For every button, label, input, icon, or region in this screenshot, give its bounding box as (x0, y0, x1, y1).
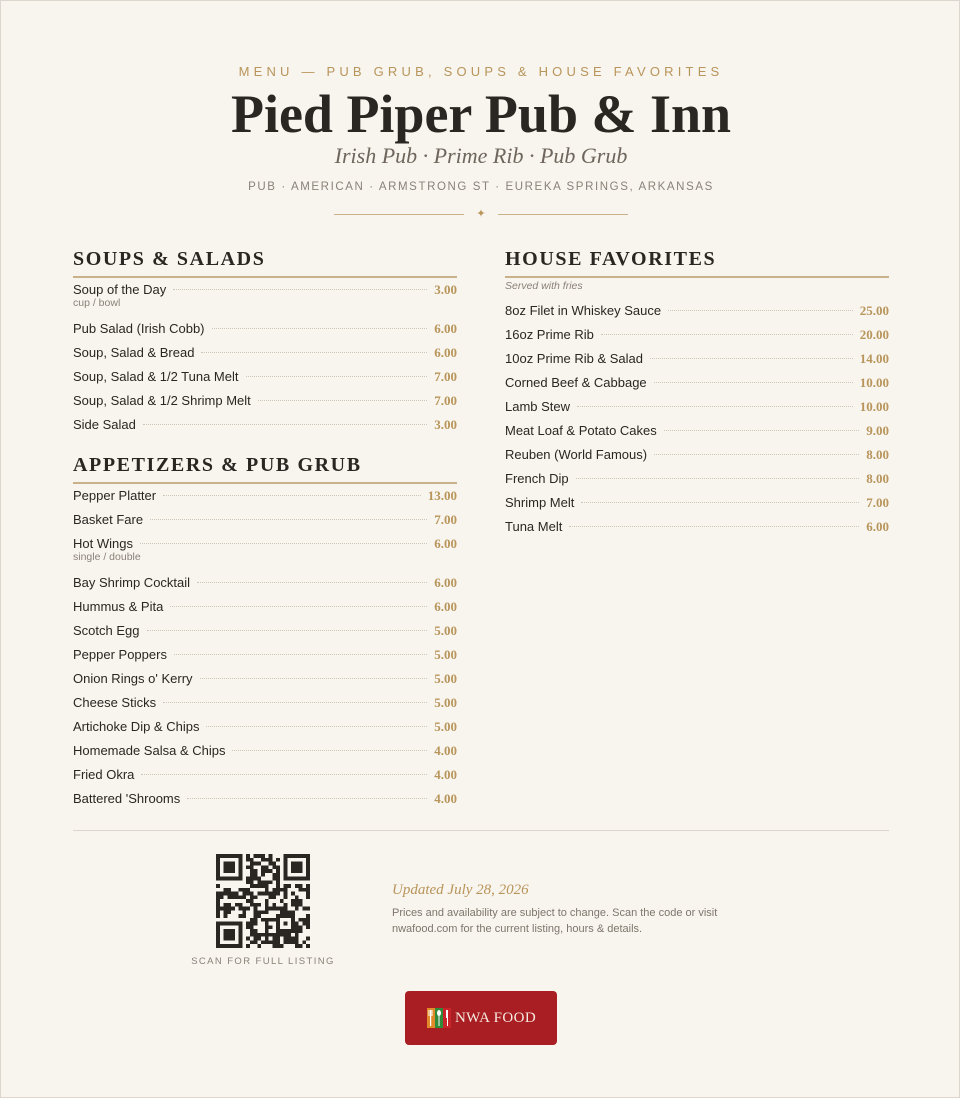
dot-leader (143, 424, 427, 425)
menu-item-price: 3.00 (434, 282, 457, 297)
section-house-favorites (505, 247, 889, 539)
menu-item-name: Reuben (World Famous) (505, 447, 648, 462)
dot-leader (197, 582, 427, 583)
section-appetizers (73, 453, 457, 811)
menu-item-price: 5.00 (434, 671, 457, 686)
dot-leader (141, 774, 427, 775)
menu-item-row (505, 395, 889, 419)
restaurant-subtitle: Irish Pub · Prime Rib · Pub Grub (334, 143, 628, 168)
menu-item-row (505, 419, 889, 443)
menu-item-price: 8.00 (866, 471, 889, 486)
menu-item-name: Lamb Stew (505, 399, 571, 414)
menu-item-price: 20.00 (859, 327, 889, 342)
star-icon: ✦ (476, 208, 486, 220)
menu-item-row (73, 667, 457, 691)
dot-leader (173, 289, 427, 290)
dot-leader (187, 798, 427, 799)
menu-item (73, 389, 457, 413)
qr-label: SCAN FOR FULL LISTING (191, 956, 335, 967)
section-title: SOUPS & SALADS (73, 247, 457, 278)
menu-item-price: 6.00 (434, 345, 457, 360)
menu-item-row (73, 413, 457, 437)
dot-leader (654, 454, 859, 455)
menu-item-price: 6.00 (434, 575, 457, 590)
dot-leader (581, 502, 859, 503)
menu-item-name: Hot Wings (73, 536, 133, 551)
menu-item (505, 515, 889, 539)
menu-item-row (73, 643, 457, 667)
menu-item (73, 715, 457, 739)
menu-item (505, 299, 889, 323)
item-list (505, 299, 889, 539)
menu-item-row (73, 389, 457, 413)
menu-item (73, 532, 457, 571)
menu-item (73, 619, 457, 643)
menu-item-row (73, 739, 457, 763)
menu-item-price: 14.00 (859, 351, 889, 366)
item-list (73, 484, 457, 811)
menu-item-price: 4.00 (434, 767, 457, 782)
right-column (505, 247, 889, 539)
dot-leader (200, 678, 428, 679)
menu-item (73, 571, 457, 595)
menu-item (73, 278, 457, 317)
restaurant-address: PUB · AMERICAN · ARMSTRONG ST · EUREKA SPRINGS, ARKANSAS (248, 181, 714, 193)
dot-leader (150, 519, 427, 520)
menu-item-row (73, 317, 457, 341)
menu-item-name: 16oz Prime Rib (505, 327, 594, 342)
dot-leader (576, 478, 860, 479)
header-ornament (334, 207, 628, 223)
menu-item-price: 7.00 (434, 393, 457, 408)
menu-item-name: Pepper Platter (73, 488, 157, 503)
menu-item-name: Tuna Melt (505, 519, 563, 534)
dot-leader (163, 495, 421, 496)
nwa-food-logo[interactable] (405, 991, 557, 1045)
menu-item-row (73, 595, 457, 619)
menu-item-name: Fried Okra (73, 767, 135, 782)
menu-item-price: 7.00 (434, 369, 457, 384)
dot-leader (664, 430, 859, 431)
menu-item-row (73, 619, 457, 643)
menu-item-name: Shrimp Melt (505, 495, 575, 510)
menu-item-price: 7.00 (434, 512, 457, 527)
menu-item-name: Onion Rings o' Kerry (73, 671, 193, 686)
menu-item-row (73, 365, 457, 389)
menu-item (73, 317, 457, 341)
dot-leader (246, 376, 428, 377)
utensils-icon (426, 1004, 452, 1032)
menu-item-name: Cheese Sticks (73, 695, 157, 710)
menu-item-price: 25.00 (859, 303, 889, 318)
logo-text: NWA FOOD (454, 1009, 537, 1026)
dot-leader (232, 750, 427, 751)
menu-item-name: Hummus & Pita (73, 599, 164, 614)
menu-item-name: Artichoke Dip & Chips (73, 719, 200, 734)
menu-item (505, 467, 889, 491)
menu-item (505, 419, 889, 443)
menu-item-row (505, 299, 889, 323)
updated-date: Updated July 28, 2026 (392, 882, 529, 898)
menu-item-name: Battered 'Shrooms (73, 791, 181, 806)
menu-item-price: 8.00 (866, 447, 889, 462)
menu-item-row (505, 467, 889, 491)
menu-item-row (73, 341, 457, 365)
menu-item-row (73, 484, 457, 508)
menu-item-row (73, 763, 457, 787)
menu-item-name: 8oz Filet in Whiskey Sauce (505, 303, 662, 318)
menu-item (73, 341, 457, 365)
menu-item (73, 595, 457, 619)
menu-item (73, 413, 457, 437)
menu-item-row (505, 323, 889, 347)
dot-leader (569, 526, 859, 527)
dot-leader (212, 328, 428, 329)
section-title: HOUSE FAVORITES (505, 247, 889, 278)
menu-item (505, 443, 889, 467)
menu-item (73, 787, 457, 811)
section-note: Served with fries (505, 280, 583, 292)
menu-item-name: Bay Shrimp Cocktail (73, 575, 191, 590)
menu-item-row (73, 691, 457, 715)
menu-item-price: 13.00 (427, 488, 457, 503)
menu-item-price: 5.00 (434, 623, 457, 638)
menu-item (505, 371, 889, 395)
menu-item-price: 9.00 (866, 423, 889, 438)
menu-item-row (73, 508, 457, 532)
menu-item (73, 667, 457, 691)
menu-item-name: Soup, Salad & Bread (73, 345, 195, 360)
menu-item-name: Basket Fare (73, 512, 144, 527)
menu-item-price: 10.00 (859, 399, 889, 414)
menu-item (73, 763, 457, 787)
dot-leader (668, 310, 853, 311)
menu-item-price: 10.00 (859, 375, 889, 390)
menu-item-name: Homemade Salsa & Chips (73, 743, 226, 758)
menu-item-note: single / double (73, 551, 141, 563)
menu-item-price: 5.00 (434, 695, 457, 710)
section-soups-salads (73, 247, 457, 437)
menu-item-row (505, 443, 889, 467)
menu-item-row (73, 571, 457, 595)
menu-item-price: 6.00 (434, 599, 457, 614)
dot-leader (258, 400, 427, 401)
menu-item-name: Scotch Egg (73, 623, 140, 638)
menu-item-name: 10oz Prime Rib & Salad (505, 351, 644, 366)
menu-item-name: Soup, Salad & 1/2 Shrimp Melt (73, 393, 251, 408)
disclaimer-text: Prices and availability are subject to change. Scan the code or visit nwafood.com for the current listing, hours & details. (392, 907, 718, 935)
menu-item-name: Pepper Poppers (73, 647, 167, 662)
menu-item-name: Soup of the Day (73, 282, 167, 297)
menu-item-row (73, 787, 457, 811)
menu-item (505, 323, 889, 347)
dot-leader (601, 334, 853, 335)
menu-item (73, 508, 457, 532)
menu-item-price: 6.00 (434, 536, 457, 551)
menu-item-name: Soup, Salad & 1/2 Tuna Melt (73, 369, 239, 384)
menu-item (73, 739, 457, 763)
ornament-line-right (498, 214, 628, 215)
dot-leader (654, 382, 853, 383)
section-title: APPETIZERS & PUB GRUB (73, 453, 457, 484)
menu-item-price: 6.00 (866, 519, 889, 534)
menu-item-name: Meat Loaf & Potato Cakes (505, 423, 657, 438)
menu-item-row (505, 347, 889, 371)
dot-leader (170, 606, 427, 607)
menu-item-name: Side Salad (73, 417, 136, 432)
menu-item-price: 5.00 (434, 647, 457, 662)
menu-item (73, 691, 457, 715)
menu-item-price: 4.00 (434, 791, 457, 806)
menu-item-price: 6.00 (434, 321, 457, 336)
menu-item (505, 395, 889, 419)
dot-leader (201, 352, 427, 353)
menu-item (73, 484, 457, 508)
item-list (73, 278, 457, 437)
menu-item (505, 347, 889, 371)
menu-kicker: MENU — PUB GRUB, SOUPS & HOUSE FAVORITES (238, 64, 724, 79)
footer-divider (73, 830, 889, 831)
menu-item-price: 5.00 (434, 719, 457, 734)
menu-item-price: 7.00 (866, 495, 889, 510)
restaurant-title: Pied Piper Pub & Inn (230, 84, 732, 144)
menu-item-name: Pub Salad (Irish Cobb) (73, 321, 205, 336)
menu-item-name: French Dip (505, 471, 569, 486)
left-column (73, 247, 457, 811)
menu-item-price: 3.00 (434, 417, 457, 432)
menu-item-price: 4.00 (434, 743, 457, 758)
qr-code-icon[interactable] (216, 854, 310, 948)
dot-leader (163, 702, 427, 703)
menu-item (73, 643, 457, 667)
dot-leader (140, 543, 427, 544)
menu-item-row (505, 515, 889, 539)
menu-item-name: Corned Beef & Cabbage (505, 375, 647, 390)
dot-leader (147, 630, 428, 631)
menu-item-row (505, 491, 889, 515)
dot-leader (650, 358, 853, 359)
menu-item-row (73, 715, 457, 739)
menu-item (73, 365, 457, 389)
menu-item (505, 491, 889, 515)
dot-leader (174, 654, 427, 655)
menu-item-row (505, 371, 889, 395)
dot-leader (206, 726, 427, 727)
dot-leader (577, 406, 853, 407)
menu-item-note: cup / bowl (73, 297, 121, 309)
